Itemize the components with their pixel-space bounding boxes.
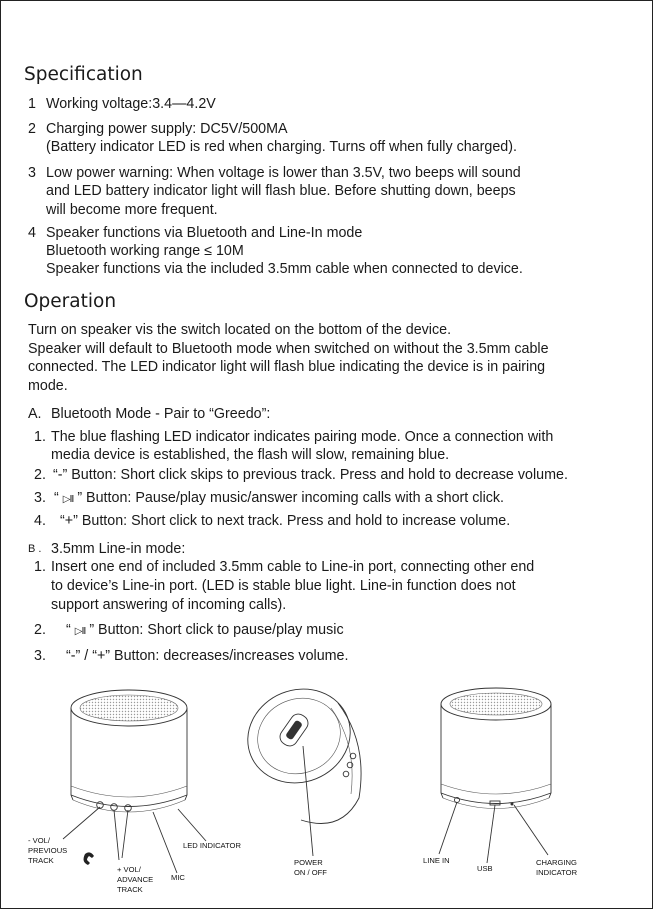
phone-icon <box>84 852 94 865</box>
quote-open: “ <box>66 622 71 638</box>
spec-4-line-2: Bluetooth working range ≤ 10M <box>46 243 244 259</box>
section-b-1-line-2: to device’s Line-in port. (LED is stable blue light. Line-in function does not <box>51 578 516 594</box>
section-b-2-num: 2. <box>34 622 46 638</box>
section-b-1-line-1: Insert one end of included 3.5mm cable to Line-in port, connecting other end <box>51 559 535 575</box>
speaker-back-illustration <box>439 688 551 863</box>
operation-intro-1: Turn on speaker vis the switch located on the bottom of the device. <box>28 322 452 338</box>
section-b-heading: 3.5mm Line-in mode: <box>51 541 186 557</box>
vol-minus-label-3: TRACK <box>28 856 54 865</box>
section-b-marker: B . <box>28 543 42 555</box>
power-label-2: ON / OFF <box>294 868 327 877</box>
spec-1-line-1: Working voltage:3.4—4.2V <box>46 96 216 112</box>
line-in-label: LINE IN <box>423 856 450 865</box>
charging-indicator-label-2: INDICATOR <box>536 868 578 877</box>
section-a-1-line-1: The blue flashing LED indicator indicates pairing mode. Once a connection with <box>51 429 554 445</box>
section-b-2-desc: ” Button: Short click to pause/play music <box>89 622 344 638</box>
spec-4-line-3: Speaker functions via the included 3.5mm cable when connected to device. <box>46 261 523 277</box>
section-a-heading: Bluetooth Mode - Pair to “Greedo”: <box>51 406 271 422</box>
mic-label: MIC <box>171 873 185 882</box>
section-b-1-num: 1. <box>34 559 46 575</box>
section-b-2-text <box>66 621 344 641</box>
section-a-3-text <box>54 489 504 509</box>
section-a-4-text: “+” Button: Short click to next track. Press and hold to increase volume. <box>60 513 511 529</box>
vol-minus-label-1: - VOL/ <box>28 836 50 845</box>
spec-3-num: 3 <box>28 165 36 181</box>
vol-plus-label-2: ADVANCE <box>117 875 154 884</box>
spec-2-line-2: (Battery indicator LED is red when charging. Turns off when fully charged). <box>46 139 517 155</box>
vol-minus-label-2: PREVIOUS <box>28 846 68 855</box>
power-label-1: POWER <box>294 858 323 867</box>
specification-title: Specification <box>24 64 143 85</box>
play-pause-icon: ▷II <box>62 494 74 505</box>
speaker-bottom-illustration <box>234 674 365 856</box>
section-a-2-num: 2. <box>34 467 46 483</box>
spec-4-num: 4 <box>28 225 36 241</box>
operation-intro-3: connected. The LED indicator light will flash blue indicating the device is in pairing <box>28 359 546 375</box>
section-a-4-num: 4. <box>34 513 46 529</box>
section-a-3-num: 3. <box>34 490 46 506</box>
usb-label: USB <box>477 864 493 873</box>
play-pause-icon: ▷II <box>74 626 86 637</box>
section-a-1-line-2: media device is established, the flash will slow, remaining blue. <box>51 447 450 463</box>
section-b-3-text: “-” / “+” Button: decreases/increases volume. <box>66 648 349 664</box>
spec-3-line-1: Low power warning: When voltage is lower than 3.5V, two beeps will sound <box>46 165 521 181</box>
section-a-marker: A. <box>28 406 42 422</box>
vol-plus-label-1: + VOL/ <box>117 865 141 874</box>
quote-open: “ <box>54 490 59 506</box>
vol-plus-label-3: TRACK <box>117 885 143 894</box>
section-b-3-num: 3. <box>34 648 46 664</box>
charging-indicator-label-1: CHARGING <box>536 858 577 867</box>
section-a-2-text: “-” Button: Short click skips to previous track. Press and hold to decrease volume. <box>53 467 568 483</box>
operation-intro-2: Speaker will default to Bluetooth mode when switched on without the 3.5mm cable <box>28 341 549 357</box>
operation-title: Operation <box>24 291 117 312</box>
spec-1-num: 1 <box>28 96 36 112</box>
spec-2-line-1: Charging power supply: DC5V/500MA <box>46 121 288 137</box>
spec-3-line-2: and LED battery indicator light will flash blue. Before shutting down, beeps <box>46 183 516 199</box>
spec-2-num: 2 <box>28 121 36 137</box>
operation-intro-4: mode. <box>28 378 68 394</box>
spec-4-line-1: Speaker functions via Bluetooth and Line-In mode <box>46 225 363 241</box>
section-a-1-num: 1. <box>34 429 46 445</box>
led-indicator-label: LED INDICATOR <box>183 841 241 850</box>
spec-3-line-3: will become more frequent. <box>46 202 218 218</box>
section-a-3-desc: ” Button: Pause/play music/answer incoming calls with a short click. <box>77 490 505 506</box>
section-b-1-line-3: support answering of incoming calls). <box>51 597 287 613</box>
